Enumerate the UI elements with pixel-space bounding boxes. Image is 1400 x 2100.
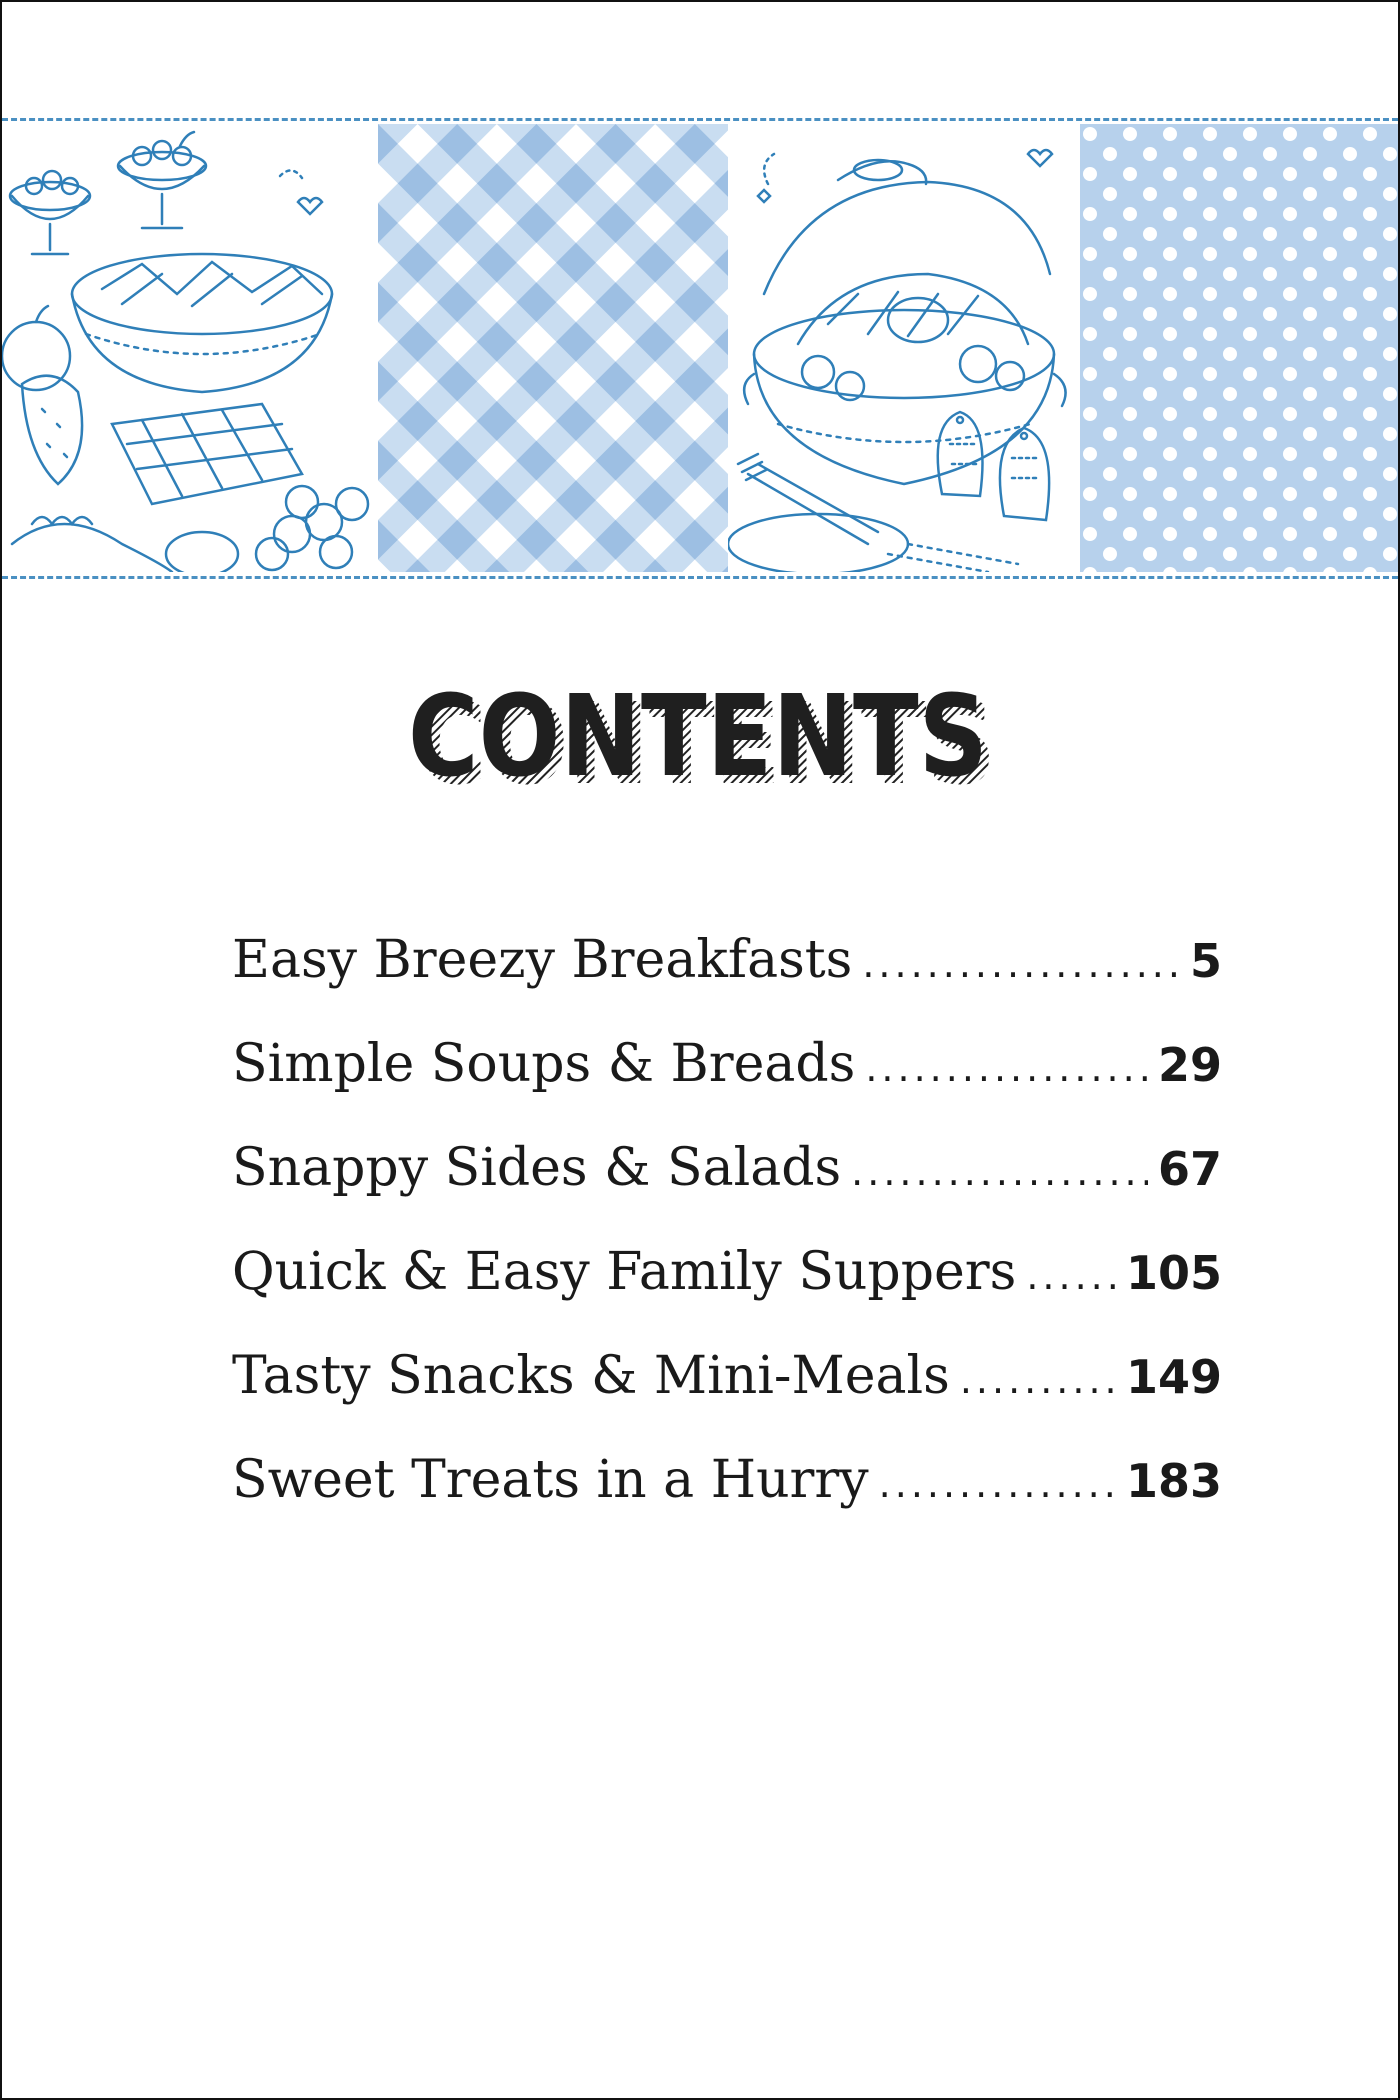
toc-entry[interactable] — [232, 1138, 1222, 1242]
contents-heading-text: CONTENTS — [408, 672, 988, 802]
toc-entry[interactable] — [232, 1242, 1222, 1346]
toc-entry[interactable] — [232, 930, 1222, 1034]
toc-entry-page: 67 — [1157, 1142, 1222, 1196]
header-banner — [2, 118, 1398, 580]
toc-entry-page: 5 — [1189, 934, 1222, 988]
toc-leader-dots — [879, 1462, 1116, 1506]
toc-entry-title: Quick & Easy Family Suppers — [232, 1242, 1017, 1302]
toc-entry[interactable] — [232, 1450, 1222, 1554]
svg-text:CONTENTS: CONTENTS — [416, 680, 996, 805]
toc-entry-title: Sweet Treats in a Hurry — [232, 1450, 869, 1510]
toc-leader-dots — [865, 1046, 1148, 1090]
breakfast-illustration — [2, 124, 378, 572]
toc-entry-title: Easy Breezy Breakfasts — [232, 930, 853, 990]
toc-leader-dots — [1026, 1254, 1116, 1298]
toc-entry[interactable] — [232, 1346, 1222, 1450]
banner-top-stitch — [2, 118, 1398, 121]
toc-entry-title: Simple Soups & Breads — [232, 1034, 856, 1094]
banner-bottom-stitch — [2, 576, 1398, 579]
toc-entry-page: 183 — [1125, 1454, 1222, 1508]
toc-entry-page: 105 — [1125, 1246, 1222, 1300]
toc-entry-page: 29 — [1157, 1038, 1222, 1092]
polka-dot-pattern — [1080, 124, 1398, 572]
toc-leader-dots — [851, 1150, 1148, 1194]
toc-entry-page: 149 — [1125, 1350, 1222, 1404]
contents-heading-graphic — [390, 665, 1010, 805]
toc-leader-dots — [862, 942, 1180, 986]
table-of-contents — [232, 930, 1222, 1554]
toc-entry[interactable] — [232, 1034, 1222, 1138]
toc-entry-title: Tasty Snacks & Mini-Meals — [232, 1346, 950, 1406]
contents-heading — [0, 665, 1400, 805]
toc-leader-dots — [960, 1358, 1116, 1402]
gingham-pattern — [378, 124, 728, 572]
pot-roast-illustration — [728, 124, 1080, 572]
toc-entry-title: Snappy Sides & Salads — [232, 1138, 842, 1198]
